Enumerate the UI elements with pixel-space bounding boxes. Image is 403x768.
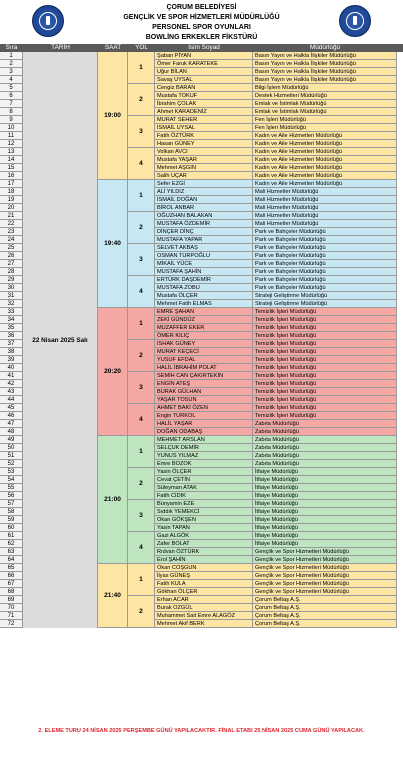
row-number: 56: [0, 492, 23, 500]
player-department: Park ve Bahçeler Müdürlüğü: [253, 260, 397, 268]
player-name: İSMAİL UYSAL: [155, 124, 253, 132]
row-number: 18: [0, 188, 23, 196]
player-department: Çorum Beltaş A.Ş.: [253, 612, 397, 620]
player-name: MUSTAFA ÖZDEMİR: [155, 220, 253, 228]
player-department: Basın Yayın ve Halkla İlişkiler Müdürlüğü: [253, 60, 397, 68]
player-department: İtfaiye Müdürlüğü: [253, 500, 397, 508]
player-name: BURAK GÜLHAN: [155, 388, 253, 396]
row-number: 57: [0, 500, 23, 508]
row-number: 72: [0, 620, 23, 628]
lane-number: 1: [128, 180, 155, 212]
lane-number: 1: [128, 308, 155, 340]
player-department: Zabıta Müdürlüğü: [253, 444, 397, 452]
player-department: Temizlik İşleri Müdürlüğü: [253, 372, 397, 380]
row-number: 44: [0, 396, 23, 404]
row-number: 2: [0, 60, 23, 68]
player-department: Zabıta Müdürlüğü: [253, 428, 397, 436]
row-number: 17: [0, 180, 23, 188]
player-department: Temizlik İşleri Müdürlüğü: [253, 404, 397, 412]
player-department: Bilgi İşlem Müdürlüğü: [253, 84, 397, 92]
row-number: 3: [0, 68, 23, 76]
player-department: Gençlik ve Spor Hizmetleri Müdürlüğü: [253, 588, 397, 596]
player-name: Fatih ÖZTÜRK: [155, 132, 253, 140]
row-number: 45: [0, 404, 23, 412]
player-department: Park ve Bahçeler Müdürlüğü: [253, 268, 397, 276]
player-name: MURAT SEHER: [155, 116, 253, 124]
player-department: Strateji Geliştirme Müdürlüğü: [253, 300, 397, 308]
row-number: 15: [0, 164, 23, 172]
lane-number: 2: [128, 212, 155, 244]
row-number: 20: [0, 204, 23, 212]
player-department: Zabıta Müdürlüğü: [253, 460, 397, 468]
row-number: 31: [0, 292, 23, 300]
row-number: 8: [0, 108, 23, 116]
player-department: Emlak ve İstimlak Müdürlüğü: [253, 100, 397, 108]
row-number: 47: [0, 420, 23, 428]
lane-number: 4: [128, 276, 155, 308]
row-number: 67: [0, 580, 23, 588]
row-number: 25: [0, 244, 23, 252]
player-name: İbrahim ÇOLAK: [155, 100, 253, 108]
player-department: Park ve Bahçeler Müdürlüğü: [253, 236, 397, 244]
player-department: Basın Yayın ve Halkla İlişkiler Müdürlüğü: [253, 76, 397, 84]
row-number: 61: [0, 532, 23, 540]
player-name: Zafer BOLAT: [155, 540, 253, 548]
player-department: İtfaiye Müdürlüğü: [253, 468, 397, 476]
lane-number: 4: [128, 404, 155, 436]
player-department: Zabıta Müdürlüğü: [253, 452, 397, 460]
row-number: 16: [0, 172, 23, 180]
player-department: Temizlik İşleri Müdürlüğü: [253, 380, 397, 388]
player-name: Fatih KULA: [155, 580, 253, 588]
player-name: Erol ŞAHİN: [155, 556, 253, 564]
player-name: Engin TURKOL: [155, 412, 253, 420]
col-tarih: TARİH: [51, 44, 70, 51]
player-name: Emre BOZOK: [155, 460, 253, 468]
player-name: SEMİH CAN ÇAKIRTEKİN: [155, 372, 253, 380]
player-department: Temizlik İşleri Müdürlüğü: [253, 348, 397, 356]
player-name: SELÇUK DEMİR: [155, 444, 253, 452]
player-department: Gençlik ve Spor Hizmetleri Müdürlüğü: [253, 564, 397, 572]
player-name: BİROL ANBAR: [155, 204, 253, 212]
player-name: Mustafa TOKUF: [155, 92, 253, 100]
player-department: Kadın ve Aile Hizmetleri Müdürlüğü: [253, 148, 397, 156]
player-name: Salih UÇAR: [155, 172, 253, 180]
player-name: Okan GÖKŞEN: [155, 516, 253, 524]
row-number: 59: [0, 516, 23, 524]
player-name: YAŞAR TOSUN: [155, 396, 253, 404]
player-name: Gazi ALGÖK: [155, 532, 253, 540]
row-number: 10: [0, 124, 23, 132]
row-number: 9: [0, 116, 23, 124]
lane-number: 2: [128, 596, 155, 628]
player-name: İSHAK GÜNEY: [155, 340, 253, 348]
player-department: Gençlik ve Spor Hizmetleri Müdürlüğü: [253, 572, 397, 580]
row-number: 40: [0, 364, 23, 372]
row-number: 37: [0, 340, 23, 348]
row-number: 30: [0, 284, 23, 292]
row-number: 54: [0, 476, 23, 484]
lane-number: 1: [128, 436, 155, 468]
row-number: 36: [0, 332, 23, 340]
row-number: 22: [0, 220, 23, 228]
row-number: 51: [0, 452, 23, 460]
player-name: İlyas GÜNEŞ: [155, 572, 253, 580]
player-department: Zabıta Müdürlüğü: [253, 420, 397, 428]
player-department: Kadın ve Aile Hizmetleri Müdürlüğü: [253, 140, 397, 148]
title-directorate: GENÇLİK VE SPOR HİZMETLERİ MÜDÜRLÜĞÜ: [123, 14, 280, 21]
player-department: Çorum Beltaş A.Ş.: [253, 596, 397, 604]
lane-number: 2: [128, 84, 155, 116]
player-name: EMRE ŞAHAN: [155, 308, 253, 316]
player-name: Erhan ACAR: [155, 596, 253, 604]
player-department: Temizlik İşleri Müdürlüğü: [253, 308, 397, 316]
player-name: YUNUS YILMAZ: [155, 452, 253, 460]
player-name: OSMAN TURPOĞLU: [155, 252, 253, 260]
row-number: 7: [0, 100, 23, 108]
player-department: Destek Hizmetleri Müdürlüğü: [253, 92, 397, 100]
player-name: Mehmet AŞGIN: [155, 164, 253, 172]
row-number: 5: [0, 84, 23, 92]
row-number: 21: [0, 212, 23, 220]
row-number: 39: [0, 356, 23, 364]
row-number: 33: [0, 308, 23, 316]
player-name: Muhammet Sait Emre ALAGÖZ: [155, 612, 253, 620]
lane-number: 3: [128, 500, 155, 532]
row-number: 4: [0, 76, 23, 84]
player-name: ENGİN ATEŞ: [155, 380, 253, 388]
player-name: Ahmet KARADENİZ: [155, 108, 253, 116]
player-name: MUSTAFA ZOBU: [155, 284, 253, 292]
player-name: Mustafa YAŞAR: [155, 156, 253, 164]
player-name: HALİL İBRAHİM POLAT: [155, 364, 253, 372]
player-department: Gençlik ve Spor Hizmetleri Müdürlüğü: [253, 556, 397, 564]
row-number: 13: [0, 148, 23, 156]
player-name: DOĞAN ODABAŞ: [155, 428, 253, 436]
player-department: Temizlik İşleri Müdürlüğü: [253, 324, 397, 332]
player-department: Park ve Bahçeler Müdürlüğü: [253, 284, 397, 292]
col-saat: SAAT: [104, 44, 122, 51]
lane-number: 3: [128, 244, 155, 276]
player-department: Gençlik ve Spor Hizmetleri Müdürlüğü: [253, 580, 397, 588]
row-number: 50: [0, 444, 23, 452]
player-department: Emlak ve İstimlak Müdürlüğü: [253, 108, 397, 116]
fixture-table: [0, 52, 403, 628]
row-number: 62: [0, 540, 23, 548]
row-number: 1: [0, 52, 23, 60]
player-name: Mehmet Akif BERK: [155, 620, 253, 628]
player-name: Ömer Faruk KARATEKE: [155, 60, 253, 68]
lane-number: 1: [128, 52, 155, 84]
player-department: İtfaiye Müdürlüğü: [253, 476, 397, 484]
row-number: 35: [0, 324, 23, 332]
player-name: Şaban PİYAN: [155, 52, 253, 60]
player-name: MUSTAFA ŞAHİN: [155, 268, 253, 276]
row-number: 34: [0, 316, 23, 324]
player-name: ÖMER KILIÇ: [155, 332, 253, 340]
date-cell: 22 Nisan 2025 Salı: [23, 52, 98, 628]
player-department: Mali Hizmetler Müdürlüğü: [253, 220, 397, 228]
player-department: İtfaiye Müdürlüğü: [253, 508, 397, 516]
player-department: Temizlik İşleri Müdürlüğü: [253, 412, 397, 420]
player-department: Temizlik İşleri Müdürlüğü: [253, 388, 397, 396]
lane-number: 3: [128, 116, 155, 148]
slot-time: 19:00: [98, 52, 128, 180]
title-event: PERSONEL SPOR OYUNLARI: [152, 24, 251, 31]
lane-number: 4: [128, 148, 155, 180]
player-name: YUSUF EFDAL: [155, 356, 253, 364]
player-name: İSMAİL DOĞAN: [155, 196, 253, 204]
col-yol: YOL: [135, 44, 148, 51]
player-name: MURAT KEÇECİ: [155, 348, 253, 356]
player-name: DİNÇER DİNÇ: [155, 228, 253, 236]
row-number: 64: [0, 556, 23, 564]
row-number: 66: [0, 572, 23, 580]
player-department: Strateji Geliştirme Müdürlüğü: [253, 292, 397, 300]
title-fixture: BOWLİNG ERKEKLER FİKSTÜRÜ: [145, 34, 258, 41]
player-name: Rıdvan ÖZTÜRK: [155, 548, 253, 556]
row-number: 41: [0, 372, 23, 380]
row-number: 12: [0, 140, 23, 148]
player-department: Park ve Bahçeler Müdürlüğü: [253, 228, 397, 236]
slot-time: 21:00: [98, 436, 128, 564]
player-name: OĞUZHAN BALAKAN: [155, 212, 253, 220]
slot-time: 19:40: [98, 180, 128, 308]
player-name: MİKAİL YÜCE: [155, 260, 253, 268]
player-department: Kadın ve Aile Hizmetleri Müdürlüğü: [253, 172, 397, 180]
player-name: Mehmet Fatih ELMAS: [155, 300, 253, 308]
player-department: Zabıta Müdürlüğü: [253, 436, 397, 444]
player-department: Mali Hizmetler Müdürlüğü: [253, 196, 397, 204]
row-number: 19: [0, 196, 23, 204]
row-number: 60: [0, 524, 23, 532]
player-name: MUZAFFER EKER: [155, 324, 253, 332]
player-department: İtfaiye Müdürlüğü: [253, 532, 397, 540]
col-sira: Sıra: [5, 44, 18, 51]
lane-number: 1: [128, 564, 155, 596]
player-department: Kadın ve Aile Hizmetleri Müdürlüğü: [253, 156, 397, 164]
player-name: Süleyman ATAK: [155, 484, 253, 492]
row-number: 63: [0, 548, 23, 556]
player-name: Sefer EZGİ: [155, 180, 253, 188]
player-department: Temizlik İşleri Müdürlüğü: [253, 340, 397, 348]
lane-number: 4: [128, 532, 155, 564]
player-name: ALİ YILDIZ: [155, 188, 253, 196]
row-number: 53: [0, 468, 23, 476]
row-number: 24: [0, 236, 23, 244]
player-department: İtfaiye Müdürlüğü: [253, 524, 397, 532]
footnote: 2. ELEME TURU 24 NİSAN 2025 PERŞEMBE GÜNÜ YAPILACAKTIR. FİNAL ETABI 25 NİSAN 2025 CUMA GÜNÜ YAPILACAK.: [38, 728, 365, 734]
player-name: Gökhan ÖLÇER: [155, 588, 253, 596]
lane-number: 2: [128, 468, 155, 500]
row-number: 32: [0, 300, 23, 308]
row-number: 46: [0, 412, 23, 420]
row-number: 43: [0, 388, 23, 396]
player-department: Basın Yayın ve Halkla İlişkiler Müdürlüğü: [253, 52, 397, 60]
player-name: Cevat ÇETİN: [155, 476, 253, 484]
row-number: 29: [0, 276, 23, 284]
player-department: Temizlik İşleri Müdürlüğü: [253, 396, 397, 404]
player-name: MEHMET ARSLAN: [155, 436, 253, 444]
row-number: 71: [0, 612, 23, 620]
player-department: Kadın ve Aile Hizmetleri Müdürlüğü: [253, 132, 397, 140]
player-department: Mali Hizmetler Müdürlüğü: [253, 212, 397, 220]
player-department: Kadın ve Aile Hizmetleri Müdürlüğü: [253, 180, 397, 188]
player-department: Fen İşleri Müdürlüğü: [253, 124, 397, 132]
row-number: 68: [0, 588, 23, 596]
player-name: Yasin TAPAN: [155, 524, 253, 532]
player-name: SELVET AKBAŞ: [155, 244, 253, 252]
player-department: Temizlik İşleri Müdürlüğü: [253, 356, 397, 364]
player-department: İtfaiye Müdürlüğü: [253, 516, 397, 524]
table-header: [0, 44, 403, 52]
player-department: Park ve Bahçeler Müdürlüğü: [253, 252, 397, 260]
player-department: Çorum Beltaş A.Ş.: [253, 604, 397, 612]
player-department: Mali Hizmetler Müdürlüğü: [253, 204, 397, 212]
col-isim: İsim Soyad: [188, 44, 220, 51]
row-number: 11: [0, 132, 23, 140]
player-department: Park ve Bahçeler Müdürlüğü: [253, 276, 397, 284]
row-number: 49: [0, 436, 23, 444]
player-name: ZEKİ GÜNDÜZ: [155, 316, 253, 324]
row-number: 42: [0, 380, 23, 388]
player-name: Okan COŞGUN: [155, 564, 253, 572]
row-number: 55: [0, 484, 23, 492]
player-name: AHMET BAKİ ÖZEN: [155, 404, 253, 412]
row-number: 58: [0, 508, 23, 516]
player-department: Kadın ve Aile Hizmetleri Müdürlüğü: [253, 164, 397, 172]
row-number: 26: [0, 252, 23, 260]
player-department: Temizlik İşleri Müdürlüğü: [253, 332, 397, 340]
player-name: Burak OZGÜL: [155, 604, 253, 612]
row-number: 69: [0, 596, 23, 604]
player-name: Cengiz BARAN: [155, 84, 253, 92]
player-name: Bünyamin EZE: [155, 500, 253, 508]
row-number: 70: [0, 604, 23, 612]
player-department: İtfaiye Müdürlüğü: [253, 540, 397, 548]
row-number: 6: [0, 92, 23, 100]
player-department: Basın Yayın ve Halkla İlişkiler Müdürlüğü: [253, 68, 397, 76]
slot-time: 21:40: [98, 564, 128, 628]
player-department: Temizlik İşleri Müdürlüğü: [253, 316, 397, 324]
player-name: Yasin ÖLÇER: [155, 468, 253, 476]
player-department: Çorum Beltaş A.Ş.: [253, 620, 397, 628]
player-name: HALİL YAŞAR: [155, 420, 253, 428]
lane-number: 2: [128, 340, 155, 372]
player-name: Fatih CIDIK: [155, 492, 253, 500]
col-mudurluk: Müdürlüğü: [309, 44, 341, 51]
row-number: 48: [0, 428, 23, 436]
row-number: 65: [0, 564, 23, 572]
player-department: Fen İşleri Müdürlüğü: [253, 116, 397, 124]
player-name: MUSTAFA YAPAR: [155, 236, 253, 244]
row-number: 14: [0, 156, 23, 164]
player-name: Savaş UYSAL: [155, 76, 253, 84]
player-department: Park ve Bahçeler Müdürlüğü: [253, 244, 397, 252]
player-name: Mustafa ÖLÇER: [155, 292, 253, 300]
lane-number: 3: [128, 372, 155, 404]
row-number: 28: [0, 268, 23, 276]
player-department: İtfaiye Müdürlüğü: [253, 484, 397, 492]
player-name: Sıddık YEMEKCİ: [155, 508, 253, 516]
slot-time: 20:20: [98, 308, 128, 436]
title-municipality: ÇORUM BELEDİYESİ: [166, 4, 237, 11]
row-number: 52: [0, 460, 23, 468]
row-number: 27: [0, 260, 23, 268]
row-number: 23: [0, 228, 23, 236]
player-name: Uğur BİLAN: [155, 68, 253, 76]
player-department: Temizlik İşleri Müdürlüğü: [253, 364, 397, 372]
row-number: 38: [0, 348, 23, 356]
player-department: Gençlik ve Spor Hizmetleri Müdürlüğü: [253, 548, 397, 556]
player-department: İtfaiye Müdürlüğü: [253, 492, 397, 500]
player-name: ERTÜRK DAŞDEMİR: [155, 276, 253, 284]
player-name: Hasan GÜNEY: [155, 140, 253, 148]
player-name: Volkan AVCI: [155, 148, 253, 156]
player-department: Mali Hizmetler Müdürlüğü: [253, 188, 397, 196]
